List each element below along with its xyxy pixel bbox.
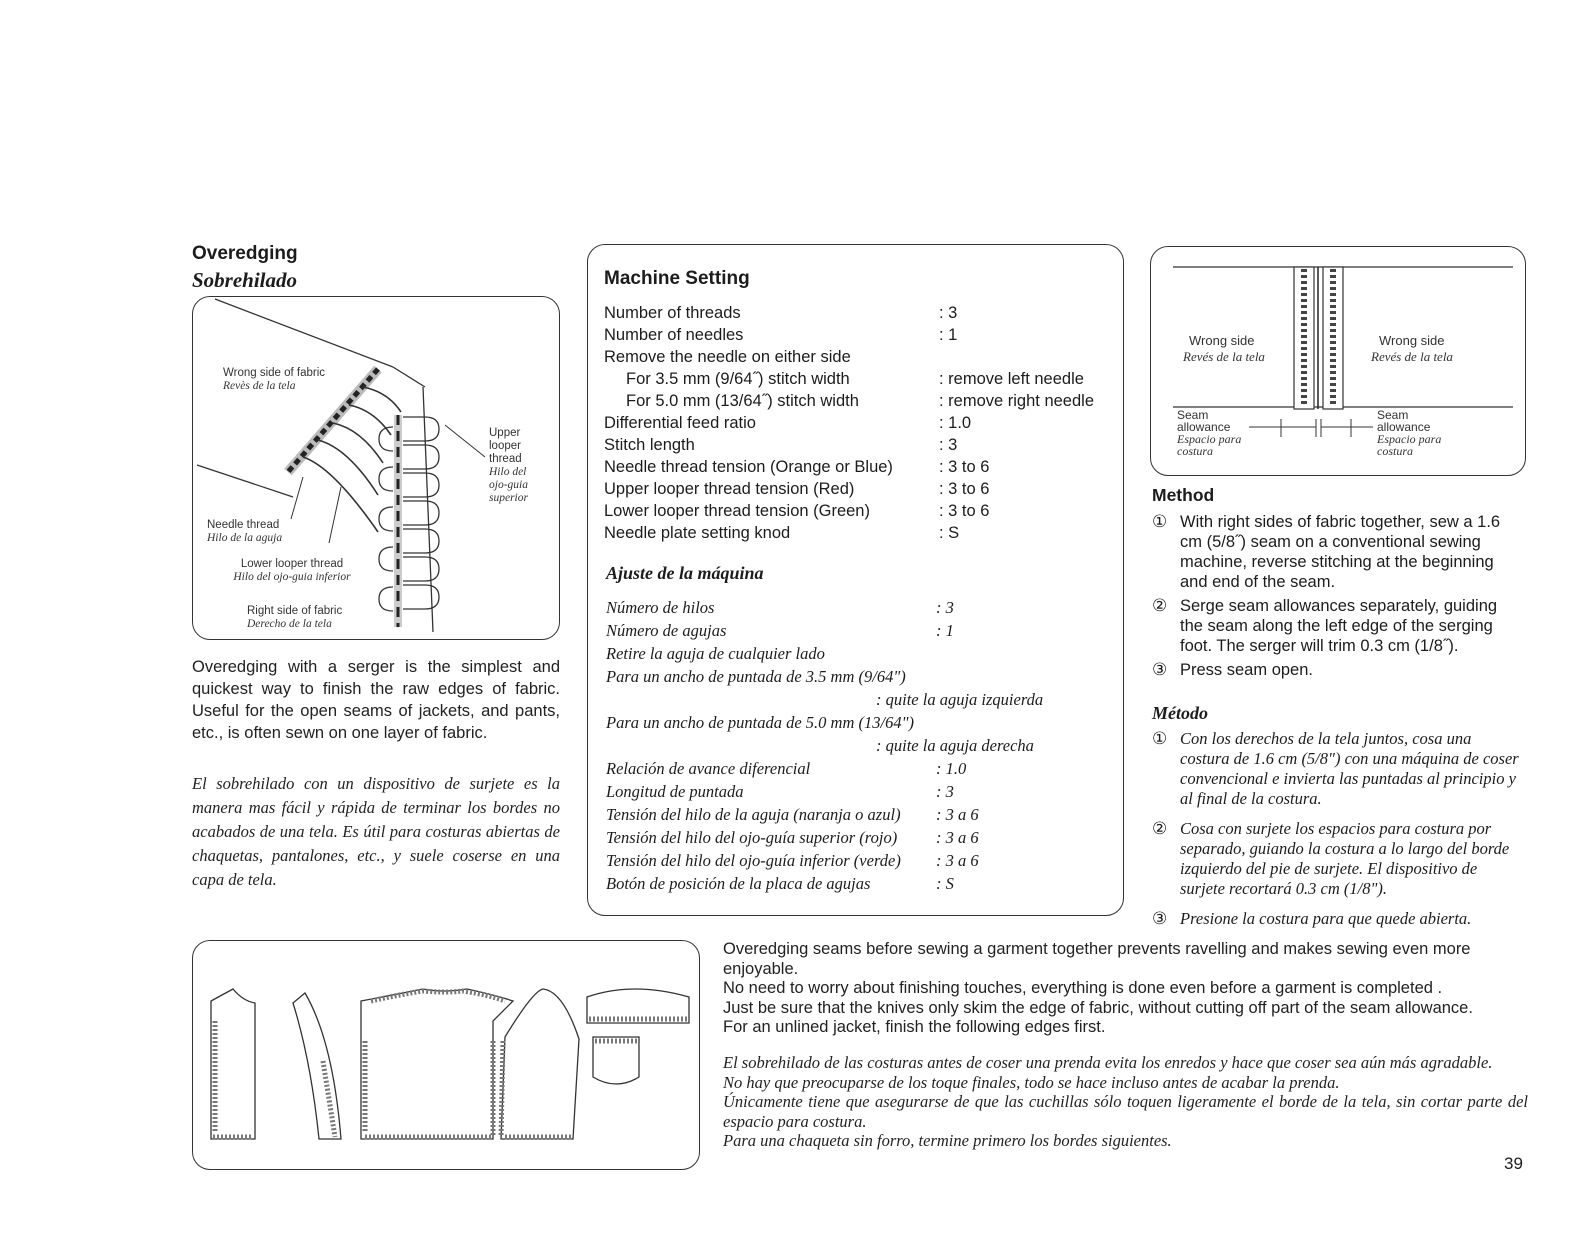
setting-label: Lower looper thread tension (Green) bbox=[604, 502, 870, 520]
method-step bbox=[1152, 909, 1524, 929]
section-title-es: Sobrehilado bbox=[192, 268, 298, 292]
seam-label-wrong-side-left: Wrong side bbox=[1189, 333, 1255, 348]
bottom-text-en bbox=[723, 940, 1531, 1038]
section-title-en: Overedging bbox=[192, 243, 298, 264]
es-row-width-35-value: : quite la aguja izquierda bbox=[876, 690, 1044, 709]
bottom-es-line-3: Únicamente tiene que asegurarse de que las cuchillas sólo toquen ligeramente el borde de la tela, sin cortar parte del espacio para costura. bbox=[723, 1092, 1528, 1131]
seam-allowance-left-1: Seam bbox=[1177, 408, 1209, 422]
intro-paragraph-es: El sobrehilado con un dispositivo de surjete es la manera mas fácil y rápida de terminar los bordes no acabados de una tela. Es útil para costuras abiertas de chaquetas, pantalones, etc., y suele coserse en una capa de tela. bbox=[192, 774, 560, 889]
machine-setting-list-es bbox=[606, 596, 1116, 895]
label-upper-looper-es-3: superior bbox=[489, 492, 528, 504]
es-row-width-50-value: : quite la aguja derecha bbox=[876, 736, 1034, 755]
setting-label: Differential feed ratio bbox=[604, 414, 756, 432]
es-row-remove-needle: Retire la aguja de cualquier lado bbox=[606, 644, 825, 663]
es-row-plate-value: : S bbox=[936, 874, 954, 893]
step-text: Presione la costura para que quede abierta. bbox=[1180, 909, 1472, 928]
bottom-en-line-3: Just be sure that the knives only skim the edge of fabric, without cutting off part of the seam allowance. bbox=[723, 998, 1473, 1017]
label-upper-looper-3: thread bbox=[489, 453, 522, 465]
overedge-diagram-panel bbox=[192, 296, 560, 640]
es-row-upper-tension-value: : 3 a 6 bbox=[936, 828, 979, 847]
es-row-needles: Número de agujas bbox=[606, 621, 727, 640]
setting-value: : 1.0 bbox=[939, 414, 972, 432]
es-row-needle-tension-value: : 3 a 6 bbox=[936, 805, 979, 824]
es-row-stitch-length-value: : 3 bbox=[936, 782, 954, 801]
seam-allowance-left-es-2: costura bbox=[1177, 444, 1213, 458]
method-steps-en bbox=[1152, 512, 1524, 684]
label-wrong-side-fabric: Wrong side of fabric bbox=[223, 367, 326, 379]
es-row-threads: Número de hilos bbox=[606, 598, 715, 617]
setting-value: : 3 to 6 bbox=[939, 502, 990, 520]
es-row-threads-value: : 3 bbox=[936, 598, 954, 617]
bottom-es-line-1: El sobrehilado de las costuras antes de coser una prenda evita los enredos y hace que coser sea aún más agradable. bbox=[723, 1053, 1493, 1072]
setting-value: : 3 bbox=[939, 304, 958, 322]
setting-row bbox=[604, 434, 1114, 456]
es-row-lower-tension: Tensión del hilo del ojo-guía inferior (verde) bbox=[606, 851, 901, 870]
setting-value: : remove left needle bbox=[939, 370, 1084, 388]
setting-row bbox=[604, 522, 1114, 544]
setting-row bbox=[604, 500, 1114, 522]
bottom-es-line-2: No hay que preocuparse de los toque finales, todo se hace incluso antes de acabar la prenda. bbox=[723, 1072, 1340, 1092]
setting-value: : 3 to 6 bbox=[939, 458, 990, 476]
setting-label: For 5.0 mm (13/64˝) stitch width bbox=[626, 392, 859, 410]
setting-row bbox=[604, 478, 1114, 500]
label-needle-thread-es: Hilo de la aguja bbox=[207, 532, 283, 544]
setting-row bbox=[604, 324, 1114, 346]
bottom-text-es bbox=[723, 1053, 1528, 1151]
bottom-en-line-1: Overedging seams before sewing a garment together prevents ravelling and makes sewing even more enjoyable. bbox=[723, 940, 1471, 978]
setting-label: Upper looper thread tension (Red) bbox=[604, 480, 855, 498]
label-right-side-fabric-es: Derecho de la tela bbox=[247, 618, 332, 630]
setting-label: Number of threads bbox=[604, 304, 741, 322]
step-text: Cosa con surjete los espacios para costura por separado, guiando la costura a lo largo del borde izquierdo del pie de surjete. El dispositivo de surjete recortará 0.3 cm (1/8"). bbox=[1180, 819, 1510, 898]
label-needle-thread: Needle thread bbox=[207, 519, 280, 531]
seam-allowance-left-es-1: Espacio para bbox=[1177, 432, 1242, 446]
setting-row bbox=[604, 346, 1114, 368]
setting-label: Number of needles bbox=[604, 326, 744, 344]
setting-row bbox=[604, 412, 1114, 434]
step-number: ① bbox=[1152, 512, 1168, 531]
setting-row bbox=[604, 390, 1114, 412]
label-wrong-side-fabric-es: Revès de la tela bbox=[223, 380, 296, 392]
method-step bbox=[1152, 596, 1524, 656]
es-row-width-50: Para un ancho de puntada de 5.0 mm (13/64") bbox=[606, 713, 915, 732]
step-text: Serge seam allowances separately, guiding the seam along the left edge of the serging foot. The serger will trim 0.3 cm (1/8˝). bbox=[1180, 597, 1498, 655]
setting-row bbox=[604, 302, 1114, 324]
step-text: With right sides of fabric together, sew a 1.6 cm (5/8˝) seam on a conventional sewing machine, reverse stitching at the beginning and end of the seam. bbox=[1180, 513, 1501, 591]
setting-row bbox=[604, 368, 1114, 390]
es-row-differential: Relación de avance diferencial bbox=[606, 759, 811, 778]
setting-value: : 1 bbox=[939, 326, 958, 344]
method-step bbox=[1152, 729, 1524, 809]
seam-label-wrong-side-left-es: Revés de la tela bbox=[1183, 349, 1265, 364]
page-number: 39 bbox=[1504, 1154, 1523, 1173]
step-number: ② bbox=[1152, 596, 1168, 615]
seam-label-wrong-side-right-es: Revés de la tela bbox=[1371, 349, 1453, 364]
setting-label: Needle thread tension (Orange or Blue) bbox=[604, 458, 893, 476]
bottom-en-line-2: No need to worry about finishing touches, everything is done even before a garment is completed . bbox=[723, 979, 1443, 997]
step-number: ③ bbox=[1152, 660, 1168, 679]
step-number: ③ bbox=[1152, 909, 1168, 928]
machine-setting-list-en bbox=[604, 302, 1114, 544]
machine-setting-title: Machine Setting bbox=[604, 268, 750, 289]
es-row-upper-tension: Tensión del hilo del ojo-guía superior (rojo) bbox=[606, 828, 898, 847]
setting-value: : 3 to 6 bbox=[939, 480, 990, 498]
step-number: ② bbox=[1152, 819, 1168, 838]
jacket-pieces-illustration bbox=[193, 941, 699, 1169]
intro-paragraph-en: Overedging with a serger is the simplest and quickest way to finish the raw edges of fabric. Useful for the open seams of jackets, and pants, etc., is often sewn on one layer of fabric. bbox=[192, 658, 560, 742]
setting-value: : S bbox=[939, 524, 960, 542]
machine-setting-title-es: Ajuste de la máquina bbox=[606, 563, 764, 583]
garment-pieces-panel bbox=[192, 940, 700, 1170]
es-row-needle-tension: Tensión del hilo de la aguja (naranja o azul) bbox=[606, 805, 901, 824]
method-title-es: Método bbox=[1152, 703, 1208, 723]
step-number: ① bbox=[1152, 729, 1168, 748]
method-step bbox=[1152, 660, 1524, 680]
setting-label: Needle plate setting knod bbox=[604, 524, 791, 542]
setting-value: : remove right needle bbox=[939, 392, 1095, 410]
step-text: Con los derechos de la tela juntos, cosa una costura de 1.6 cm (5/8") con una máquina de coser convencional e invierta las puntadas al principio y al final de la costura. bbox=[1180, 729, 1519, 808]
es-row-width-35: Para un ancho de puntada de 3.5 mm (9/64") bbox=[606, 667, 906, 686]
label-upper-looper-1: Upper bbox=[489, 427, 521, 439]
es-row-lower-tension-value: : 3 a 6 bbox=[936, 851, 979, 870]
label-right-side-fabric: Right side of fabric bbox=[247, 605, 343, 617]
seam-diagram-panel bbox=[1150, 246, 1526, 476]
seam-allowance-right-es-1: Espacio para bbox=[1377, 432, 1442, 446]
bottom-en-line-4: For an unlined jacket, finish the following edges first. bbox=[723, 1018, 1106, 1036]
setting-label: Stitch length bbox=[604, 436, 695, 454]
es-row-stitch-length: Longitud de puntada bbox=[606, 782, 744, 801]
es-row-differential-value: : 1.0 bbox=[936, 759, 967, 778]
setting-label: For 3.5 mm (9/64˝) stitch width bbox=[626, 370, 850, 388]
es-row-plate: Botón de posición de la placa de agujas bbox=[606, 874, 871, 893]
seam-allowance-left-2: allowance bbox=[1177, 420, 1231, 434]
seam-allowance-right-2: allowance bbox=[1377, 420, 1431, 434]
label-upper-looper-es-2: ojo-guia bbox=[489, 479, 528, 491]
step-text: Press seam open. bbox=[1180, 661, 1313, 679]
setting-row bbox=[604, 456, 1114, 478]
label-upper-looper-es-1: Hilo del bbox=[489, 466, 527, 478]
seam-allowance-right-1: Seam bbox=[1377, 408, 1409, 422]
label-lower-looper: Lower looper thread bbox=[240, 558, 344, 570]
method-title-en: Method bbox=[1152, 485, 1215, 505]
label-upper-looper-2: looper bbox=[489, 440, 521, 452]
method-steps-es bbox=[1152, 729, 1524, 939]
method-step bbox=[1152, 819, 1524, 899]
bottom-es-line-4: Para una chaqueta sin forro, termine primero los bordes siguientes. bbox=[723, 1131, 1172, 1150]
setting-label: Remove the needle on either side bbox=[604, 348, 851, 366]
seam-allowance-right-es-2: costura bbox=[1377, 444, 1413, 458]
seam-label-wrong-side-right: Wrong side bbox=[1379, 333, 1445, 348]
es-row-needles-value: : 1 bbox=[936, 621, 954, 640]
setting-value: : 3 bbox=[939, 436, 958, 454]
label-lower-looper-es: Hilo del ojo-guia inferior bbox=[233, 571, 351, 583]
method-step bbox=[1152, 512, 1524, 592]
